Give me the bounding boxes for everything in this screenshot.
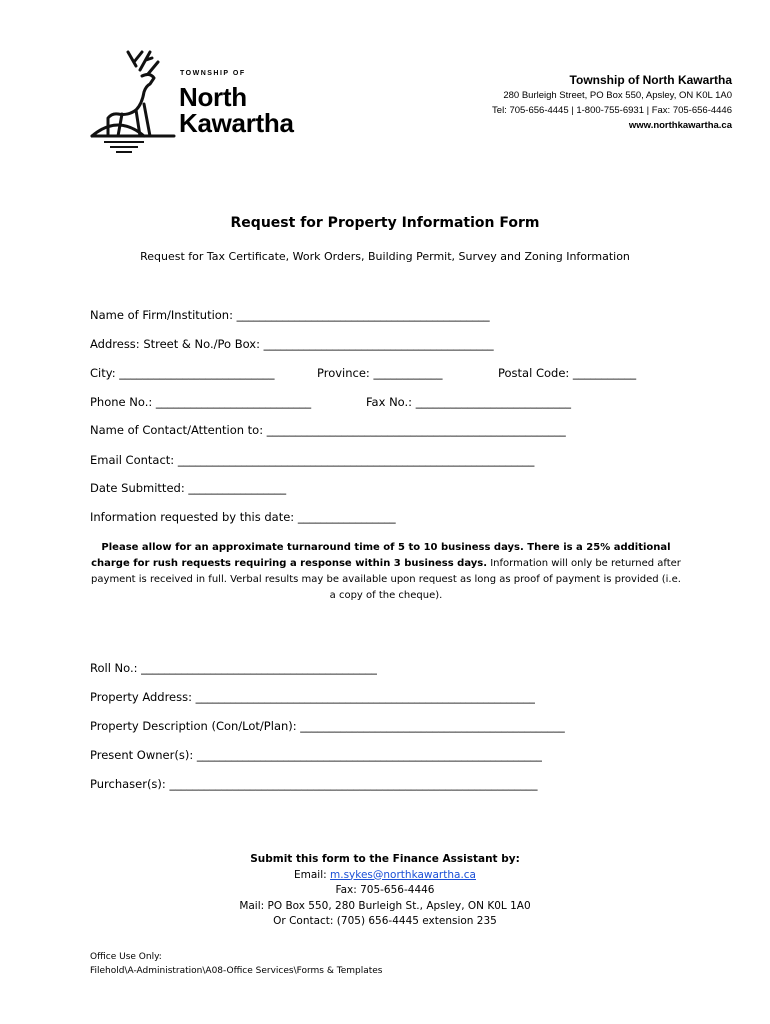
- date-submitted-field[interactable]: Date Submitted: _________________: [90, 481, 287, 495]
- roll-no-field[interactable]: Roll No.: _________________________________________: [90, 661, 377, 675]
- submit-contact: Or Contact: (705) 656-4445 extension 235: [273, 915, 497, 927]
- submit-instructions: [0, 852, 770, 930]
- logo-township-of: TOWNSHIP OF: [180, 70, 246, 77]
- form-title: Request for Property Information Form: [230, 215, 540, 231]
- notice-rest: Information will only be returned after payment is received in full. Verbal results may be available upon request as long as proof of payment is provided (i.e. a copy of the cheque).: [91, 558, 681, 601]
- fax-field[interactable]: Fax No.: ___________________________: [366, 395, 571, 409]
- property-description-field[interactable]: Property Description (Con/Lot/Plan): ______________________________________________: [90, 719, 565, 733]
- turnaround-notice: [90, 540, 682, 604]
- submit-mail: Mail: PO Box 550, 280 Burleigh St., Apsley, ON K0L 1A0: [239, 899, 531, 912]
- header-contact: [492, 72, 732, 133]
- org-phones: Tel: 705-656-4445 | 1-800-755-6931 | Fax: 705-656-4446: [492, 105, 732, 116]
- office-use-label: Office Use Only:: [90, 952, 162, 962]
- office-use: [90, 950, 383, 978]
- submit-email-line: [0, 868, 770, 884]
- deer-logo-icon: [88, 44, 178, 156]
- notice-bold: Please allow for an approximate turnaround time of 5 to 10 business days. There is a 25% additional charge for rush requests requiring a response within 3 business days.: [91, 542, 671, 569]
- phone-field[interactable]: Phone No.: ___________________________: [90, 395, 312, 409]
- submit-fax: Fax: 705-656-4446: [335, 884, 435, 896]
- email-contact-field[interactable]: Email Contact: ______________________________________________________________: [90, 453, 535, 467]
- logo-word-north: North: [179, 82, 247, 112]
- office-file-path: Filehold\A-Administration\A08-Office Services\Forms & Templates: [90, 966, 383, 976]
- submit-email-label: Email:: [294, 868, 331, 881]
- city-field[interactable]: City: ___________________________: [90, 366, 275, 380]
- address-field[interactable]: Address: Street & No./Po Box: ________________________________________: [90, 337, 494, 351]
- contact-field[interactable]: Name of Contact/Attention to: ____________________________________________________: [90, 423, 566, 437]
- present-owners-field[interactable]: Present Owner(s): ____________________________________________________________: [90, 748, 542, 762]
- firm-field[interactable]: Name of Firm/Institution: ____________________________________________: [90, 308, 490, 322]
- org-address: 280 Burleigh Street, PO Box 550, Apsley, ON K0L 1A0: [503, 90, 732, 101]
- postal-code-field[interactable]: Postal Code: ___________: [498, 366, 637, 380]
- org-name: Township of North Kawartha: [569, 73, 732, 87]
- property-address-field[interactable]: Property Address: ___________________________________________________________: [90, 690, 535, 704]
- info-requested-date-field[interactable]: Information requested by this date: _________________: [90, 510, 396, 524]
- form-subtitle: Request for Tax Certificate, Work Orders, Building Permit, Survey and Zoning Information: [140, 250, 630, 263]
- logo-word-kawartha: Kawartha: [179, 108, 294, 138]
- submit-heading: Submit this form to the Finance Assistant by:: [250, 853, 520, 865]
- submit-email-link[interactable]: m.sykes@northkawartha.ca: [330, 868, 476, 881]
- org-website: www.northkawartha.ca: [628, 120, 732, 131]
- purchasers-field[interactable]: Purchaser(s): ________________________________________________________________: [90, 777, 538, 791]
- logo-wordmark: [179, 84, 294, 136]
- province-field[interactable]: Province: ____________: [317, 366, 443, 380]
